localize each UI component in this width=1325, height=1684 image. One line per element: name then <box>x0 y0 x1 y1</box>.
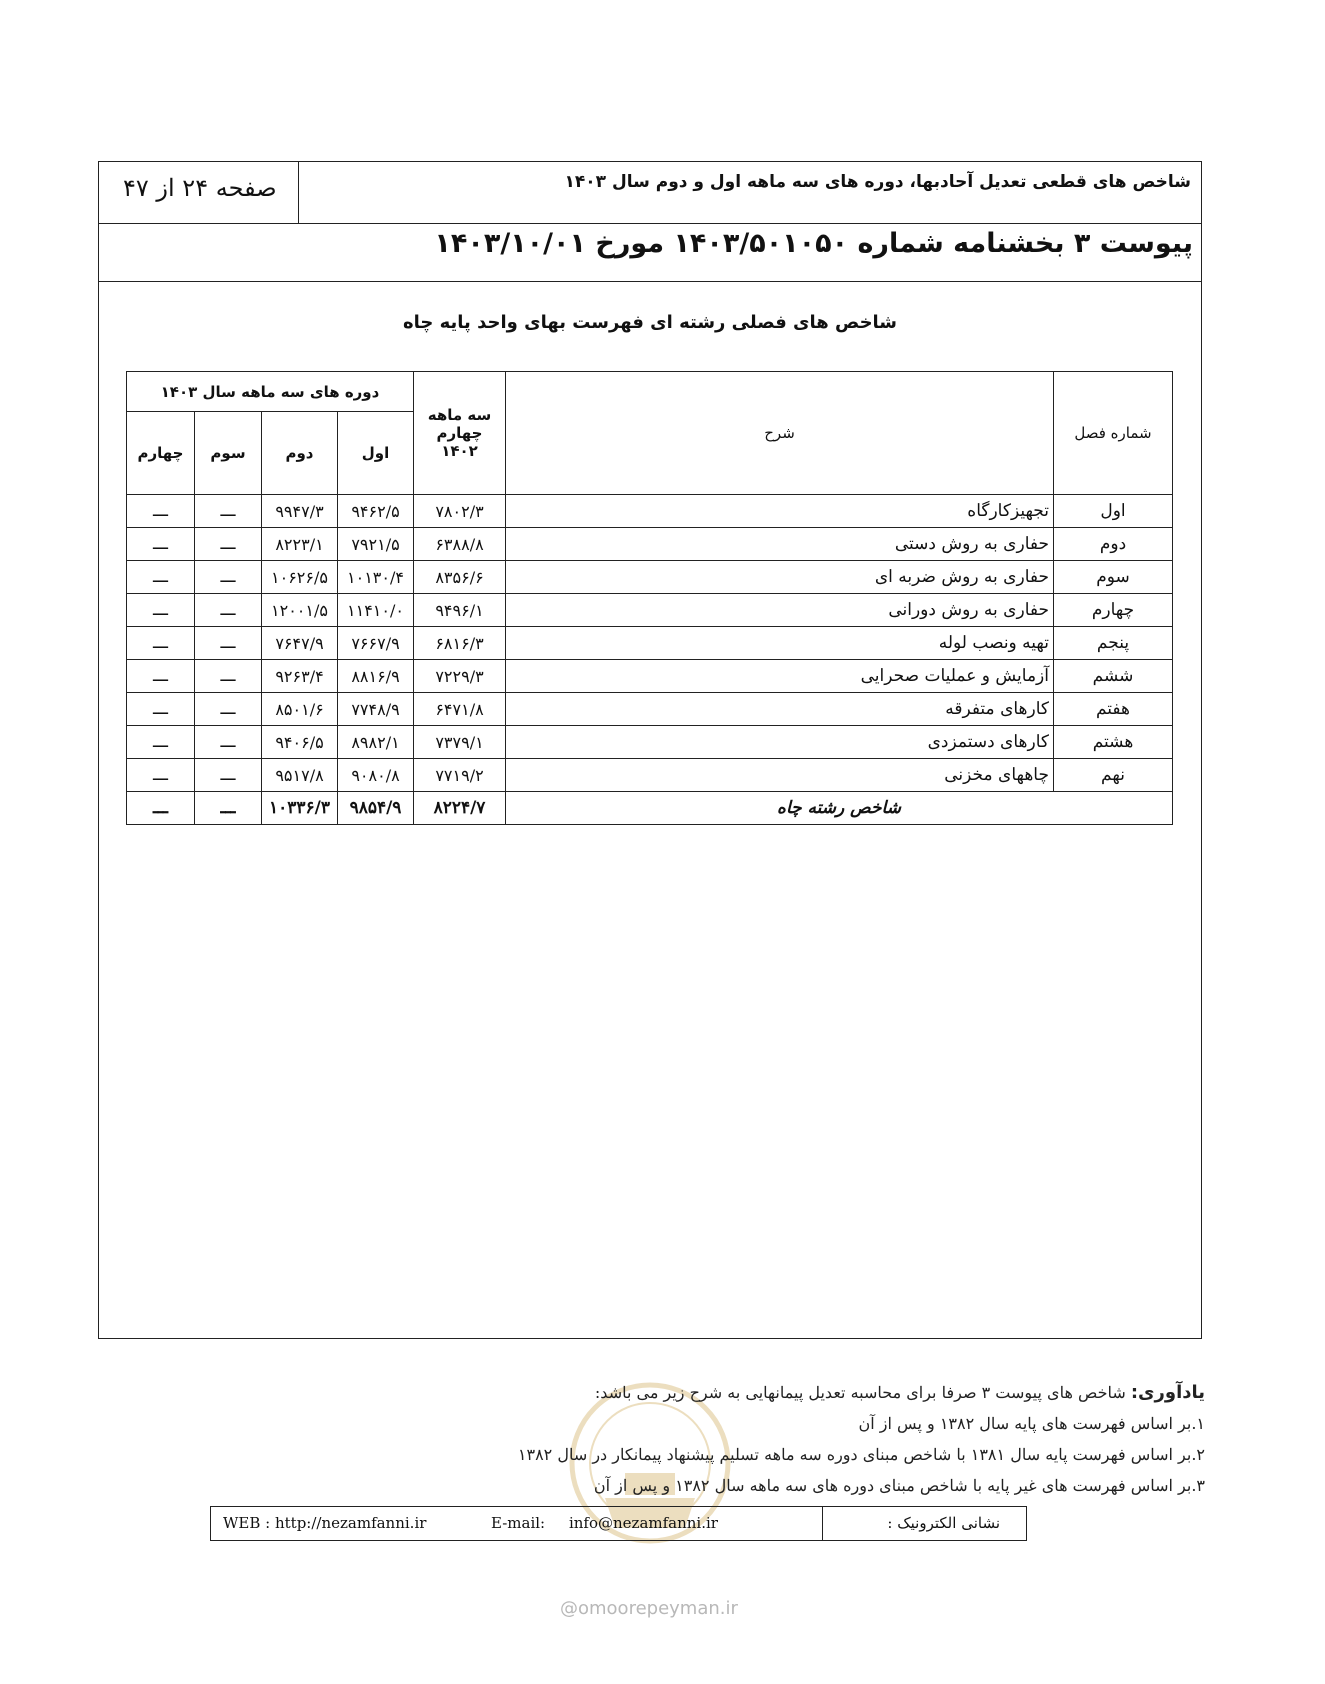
column-header-section: شماره فصل <box>1054 372 1173 495</box>
row-q4-1402: ۶۳۸۸/۸ <box>414 528 506 561</box>
row-description: تهیه ونصب لوله <box>506 627 1054 660</box>
column-header-period-4: چهارم <box>127 412 195 495</box>
row-period-3: ـــ <box>195 528 262 561</box>
row-q4-1402: ۶۸۱۶/۳ <box>414 627 506 660</box>
row-period-1: ۹۰۸۰/۸ <box>338 759 414 792</box>
total-q4-1402: ۸۲۲۴/۷ <box>414 792 506 825</box>
row-period-1: ۷۶۶۷/۹ <box>338 627 414 660</box>
row-section: هفتم <box>1054 693 1173 726</box>
annex-rule <box>99 281 1201 282</box>
row-period-4: ـــ <box>127 726 195 759</box>
table-row <box>127 627 1173 660</box>
row-q4-1402: ۹۴۹۶/۱ <box>414 594 506 627</box>
row-period-1: ۸۹۸۲/۱ <box>338 726 414 759</box>
email-block <box>491 1514 718 1532</box>
row-period-4: ـــ <box>127 693 195 726</box>
row-period-2: ۱۲۰۰۱/۵ <box>262 594 338 627</box>
web-link[interactable]: WEB : http://nezamfanni.ir <box>223 1514 427 1532</box>
table-row <box>127 495 1173 528</box>
q4-header-line1: سه ماهه <box>427 406 492 424</box>
row-description: آزمایش و عملیات صحرایی <box>506 660 1054 693</box>
row-period-4: ـــ <box>127 627 195 660</box>
column-header-period-3: سوم <box>195 412 262 495</box>
row-section: سوم <box>1054 561 1173 594</box>
row-period-3: ـــ <box>195 759 262 792</box>
row-period-3: ـــ <box>195 693 262 726</box>
row-section: هشتم <box>1054 726 1173 759</box>
row-period-3: ـــ <box>195 726 262 759</box>
row-period-2: ۹۹۴۷/۳ <box>262 495 338 528</box>
total-label: شاخص رشته چاه <box>506 792 1173 825</box>
table-row <box>127 528 1173 561</box>
row-description: حفاری به روش دستی <box>506 528 1054 561</box>
notes-lead-line <box>518 1377 1205 1408</box>
row-description: تجهیزکارگاه <box>506 495 1054 528</box>
row-period-4: ـــ <box>127 561 195 594</box>
q4-header-line2: چهارم ۱۴۰۲ <box>436 424 483 460</box>
row-description: کارهای متفرقه <box>506 693 1054 726</box>
email-label: E-mail: <box>491 1514 546 1532</box>
row-period-4: ـــ <box>127 594 195 627</box>
column-header-period-2: دوم <box>262 412 338 495</box>
row-description: حفاری به روش ضربه ای <box>506 561 1054 594</box>
row-period-1: ۸۸۱۶/۹ <box>338 660 414 693</box>
row-period-2: ۹۵۱۷/۸ <box>262 759 338 792</box>
table-row <box>127 693 1173 726</box>
row-q4-1402: ۷۸۰۲/۳ <box>414 495 506 528</box>
notes-intro: شاخص های پیوست ۳ صرفا برای محاسبه تعدیل پیمانهایی به شرح زیر می باشد: <box>594 1383 1131 1402</box>
contact-footer <box>210 1506 1027 1541</box>
total-row <box>127 792 1173 825</box>
document-frame <box>98 161 1202 1339</box>
total-period-1: ۹۸۵۴/۹ <box>338 792 414 825</box>
row-period-4: ـــ <box>127 660 195 693</box>
total-period-4: ـــ <box>127 792 195 825</box>
notes-lead: یادآوری: <box>1130 1382 1205 1403</box>
total-period-3: ـــ <box>195 792 262 825</box>
total-period-2: ۱۰۳۳۶/۳ <box>262 792 338 825</box>
row-section: دوم <box>1054 528 1173 561</box>
table-row <box>127 561 1173 594</box>
row-period-1: ۹۴۶۲/۵ <box>338 495 414 528</box>
column-group-header-1403: دوره های سه ماهه سال ۱۴۰۳ <box>127 372 414 412</box>
row-period-3: ـــ <box>195 495 262 528</box>
table-body <box>127 495 1173 792</box>
column-header-period-1: اول <box>338 412 414 495</box>
table-subtitle: شاخص های فصلی رشته ای فهرست بهای واحد پایه چاه <box>403 312 897 333</box>
row-period-4: ـــ <box>127 528 195 561</box>
row-section: نهم <box>1054 759 1173 792</box>
row-section: چهارم <box>1054 594 1173 627</box>
note-item-3: ۳.بر اساس فهرست های غیر پایه با شاخص مبنای دوره های سه ماهه سال ۱۳۸۲ و پس از آن <box>593 1476 1205 1495</box>
row-period-2: ۱۰۶۲۶/۵ <box>262 561 338 594</box>
index-table <box>126 371 1173 825</box>
row-q4-1402: ۷۳۷۹/۱ <box>414 726 506 759</box>
page-number: صفحه ۲۴ از ۴۷ <box>123 174 277 202</box>
header-rule <box>99 223 1201 224</box>
row-section: اول <box>1054 495 1173 528</box>
row-period-4: ـــ <box>127 759 195 792</box>
row-section: پنجم <box>1054 627 1173 660</box>
table-row <box>127 594 1173 627</box>
table-row <box>127 726 1173 759</box>
notes-block <box>518 1377 1205 1501</box>
row-q4-1402: ۷۷۱۹/۲ <box>414 759 506 792</box>
row-period-3: ـــ <box>195 627 262 660</box>
column-header-q4-1402 <box>414 372 506 495</box>
row-description: چاههای مخزنی <box>506 759 1054 792</box>
row-period-3: ـــ <box>195 561 262 594</box>
row-q4-1402: ۷۲۲۹/۳ <box>414 660 506 693</box>
email-link[interactable]: info@nezamfanni.ir <box>568 1514 718 1532</box>
header-divider <box>298 162 299 223</box>
row-period-1: ۷۷۴۸/۹ <box>338 693 414 726</box>
document-title: شاخص های قطعی تعدیل آحادبها، دوره های سه ماهه اول و دوم سال ۱۴۰۳ <box>564 172 1191 192</box>
row-period-1: ۱۱۴۱۰/۰ <box>338 594 414 627</box>
row-description: کارهای دستمزدی <box>506 726 1054 759</box>
row-period-1: ۷۹۲۱/۵ <box>338 528 414 561</box>
annex-title: پیوست ۳ بخشنامه شماره ۱۴۰۳/۵۰۱۰۵۰ مورخ ۱۴۰۳/۱۰/۰۱ <box>434 228 1193 259</box>
address-label: نشانی الکترونیک : <box>887 1514 1000 1532</box>
row-period-2: ۸۵۰۱/۶ <box>262 693 338 726</box>
table-row <box>127 759 1173 792</box>
row-period-2: ۸۲۲۳/۱ <box>262 528 338 561</box>
row-period-3: ـــ <box>195 594 262 627</box>
row-section: ششم <box>1054 660 1173 693</box>
row-period-2: ۷۶۴۷/۹ <box>262 627 338 660</box>
note-item-2: ۲.بر اساس فهرست پایه سال ۱۳۸۱ با شاخص مبنای دوره سه ماهه تسلیم پیشنهاد پیمانکار در سال ۱۳۸۲ <box>517 1445 1205 1464</box>
row-period-3: ـــ <box>195 660 262 693</box>
column-header-description: شرح <box>506 372 1054 495</box>
row-description: حفاری به روش دورانی <box>506 594 1054 627</box>
row-period-4: ـــ <box>127 495 195 528</box>
row-q4-1402: ۸۳۵۶/۶ <box>414 561 506 594</box>
footer-divider <box>822 1507 823 1540</box>
note-item-1: ۱.بر اساس فهرست های پایه سال ۱۳۸۲ و پس از آن <box>858 1414 1205 1433</box>
row-period-1: ۱۰۱۳۰/۴ <box>338 561 414 594</box>
table-row <box>127 660 1173 693</box>
site-watermark: @omoorepeyman.ir <box>560 1598 738 1619</box>
row-q4-1402: ۶۴۷۱/۸ <box>414 693 506 726</box>
row-period-2: ۹۴۰۶/۵ <box>262 726 338 759</box>
row-period-2: ۹۲۶۳/۴ <box>262 660 338 693</box>
